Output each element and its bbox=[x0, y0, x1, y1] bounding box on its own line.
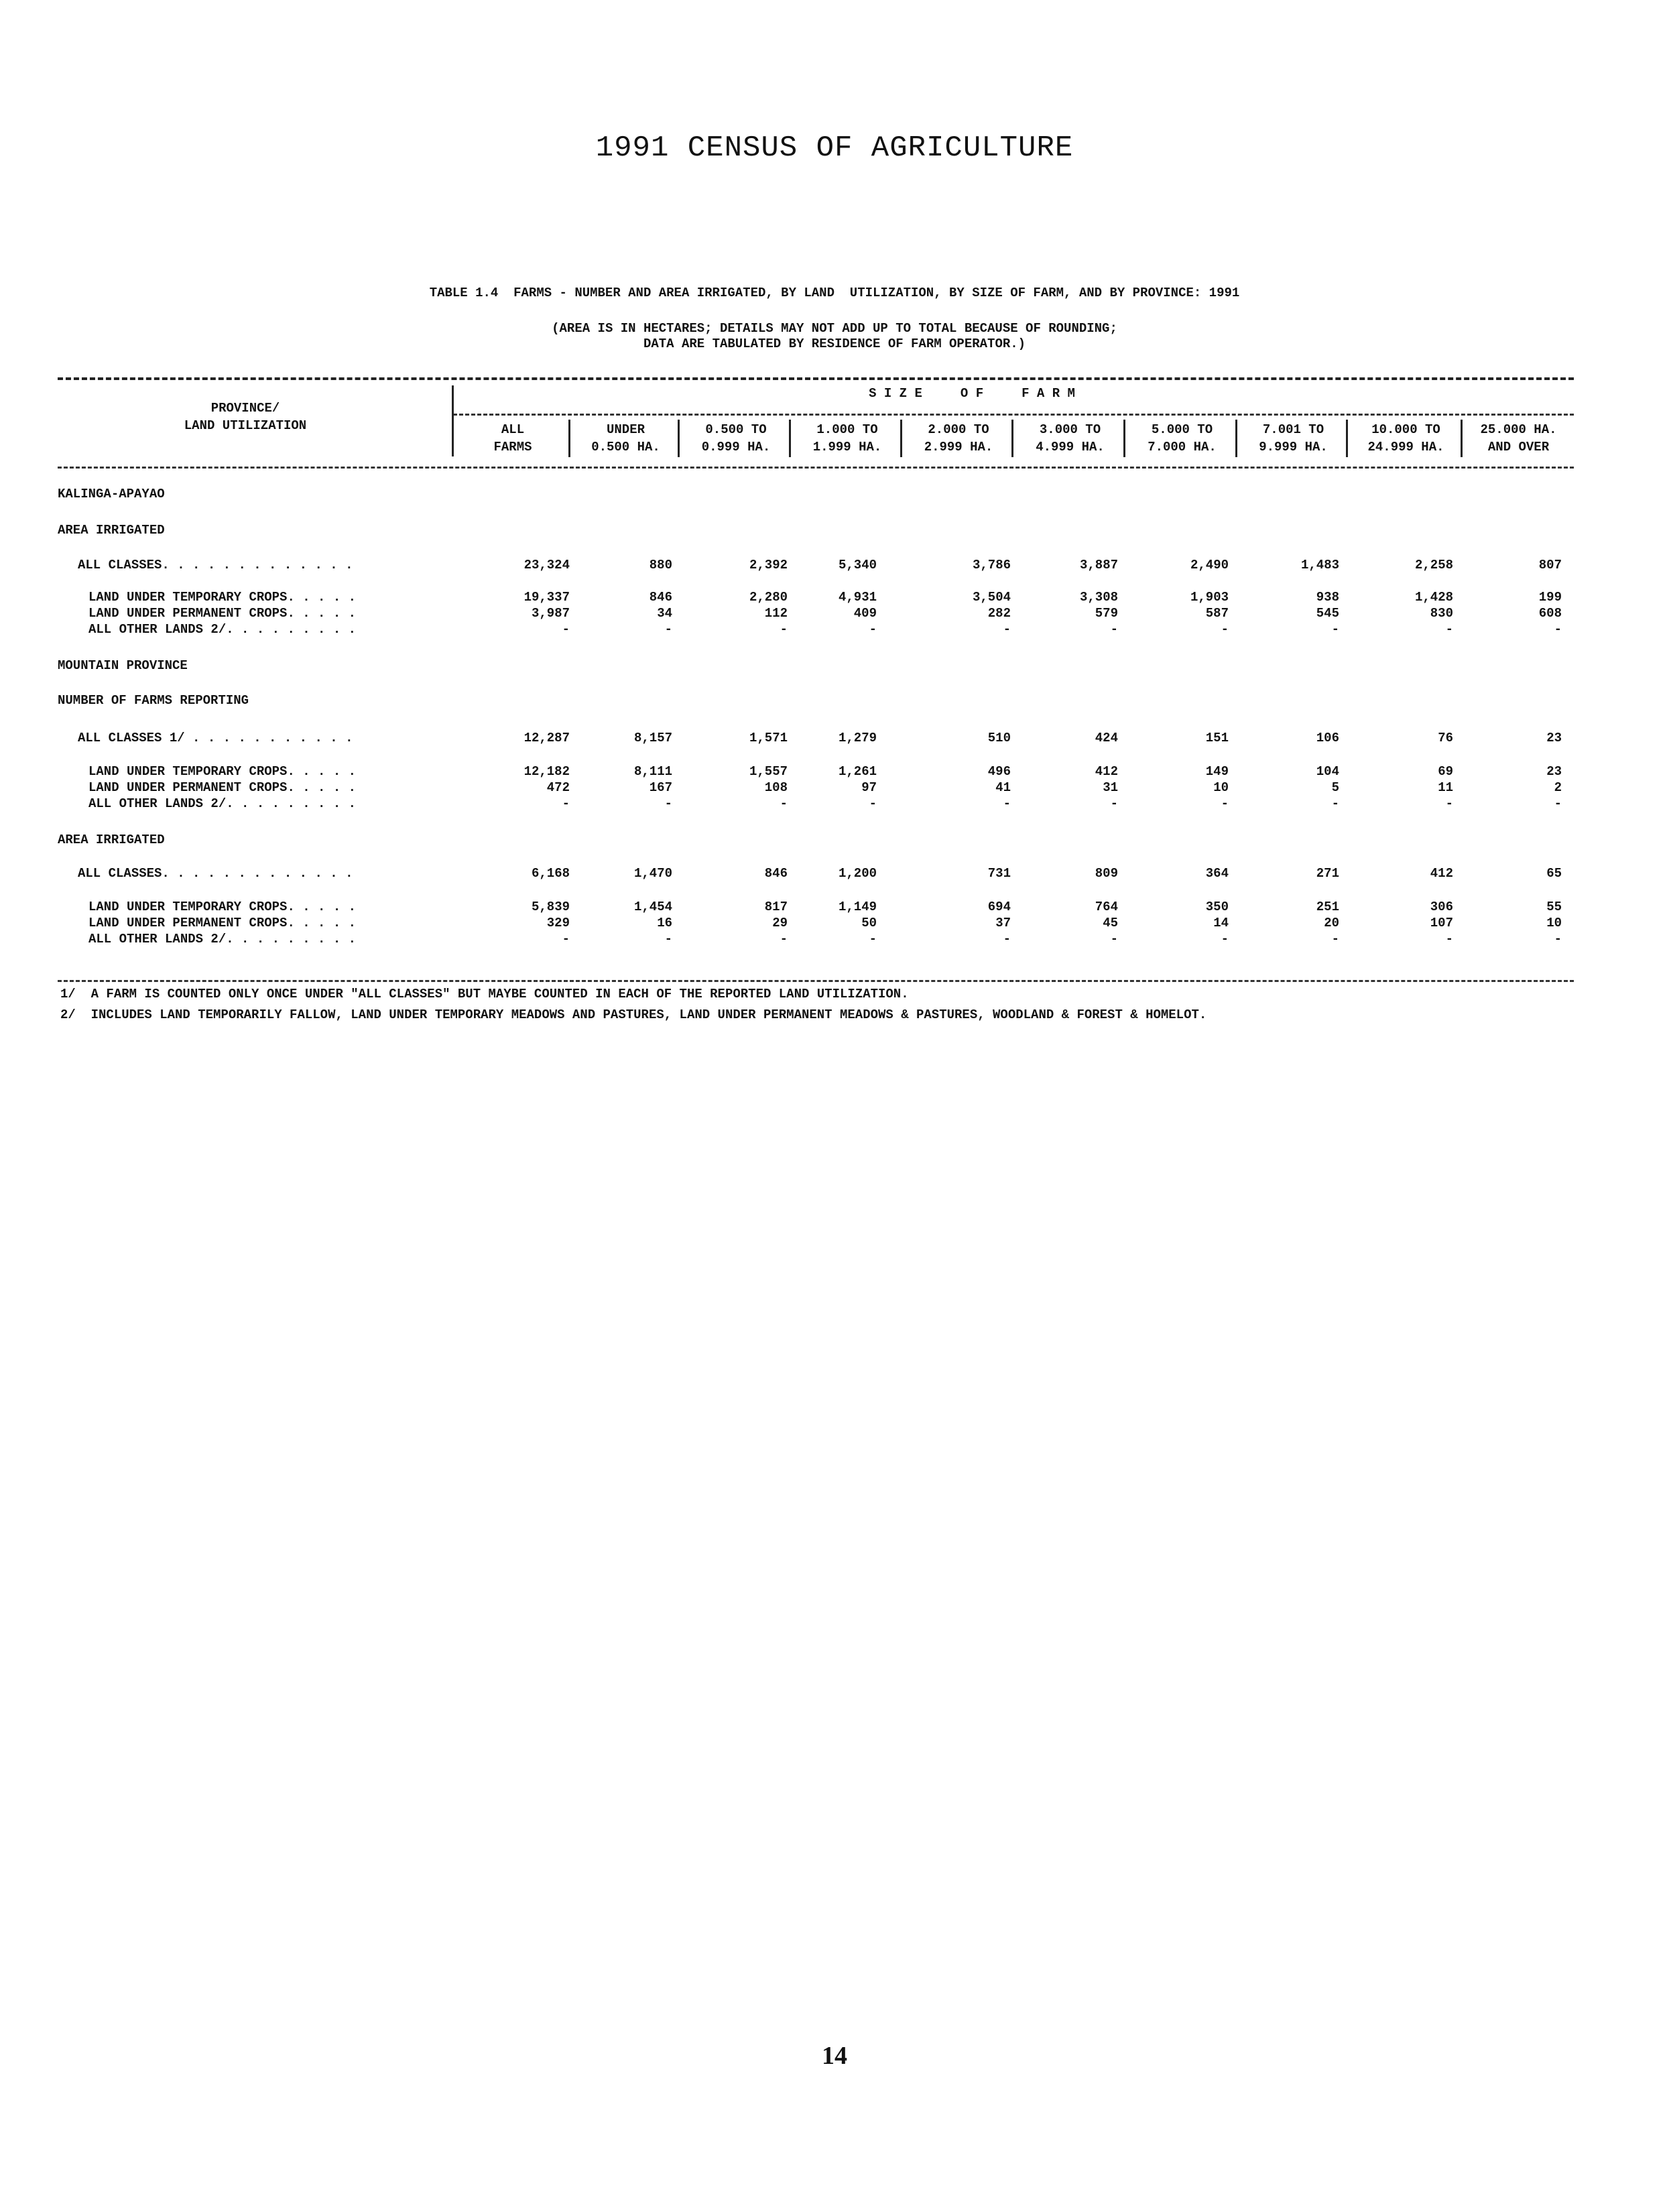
table-cell: 10 bbox=[1546, 916, 1562, 930]
table-cell: - bbox=[780, 796, 788, 811]
table-cell: 37 bbox=[995, 916, 1011, 930]
table-cell: 19,337 bbox=[523, 590, 570, 605]
table-cell: 880 bbox=[649, 558, 672, 572]
table-cell: 409 bbox=[853, 606, 877, 621]
table-cell: - bbox=[1554, 932, 1562, 946]
column-header: 0.500 TO 0.999 HA. bbox=[701, 422, 771, 454]
column-header: 1.000 TO 1.999 HA. bbox=[812, 422, 882, 454]
table-cell: - bbox=[1445, 796, 1453, 811]
stub-separator bbox=[452, 385, 454, 456]
footnote-2: 2/ INCLUDES LAND TEMPORARILY FALLOW, LAND UNDER TEMPORARY MEADOWS AND PASTURES, LAND UNDER PERMANENT MEADOWS & PASTURES, WOODLAND & FOREST & HOMELOT. bbox=[60, 1007, 1207, 1022]
stub-header: PROVINCE/ LAND UTILIZATION bbox=[184, 401, 307, 433]
size-of-farm-header: S I Z E O F F A R M bbox=[869, 386, 1075, 401]
table-cell: 12,182 bbox=[523, 764, 570, 779]
table-cell: 11 bbox=[1438, 780, 1453, 795]
table-cell: - bbox=[1221, 622, 1229, 637]
table-cell: 1,200 bbox=[838, 866, 877, 881]
row-label: LAND UNDER TEMPORARY CROPS. . . . . bbox=[88, 900, 357, 914]
table-top-rule bbox=[58, 377, 1574, 380]
table-cell: 1,483 bbox=[1300, 558, 1339, 572]
table-cell: 16 bbox=[657, 916, 672, 930]
table-cell: - bbox=[1003, 796, 1011, 811]
table-cell: 1,454 bbox=[633, 900, 672, 914]
table-cell: 1,149 bbox=[838, 900, 877, 914]
column-header: 7.001 TO 9.999 HA. bbox=[1259, 422, 1328, 454]
table-cell: 510 bbox=[987, 731, 1011, 745]
table-cell: 8,111 bbox=[633, 764, 672, 779]
table-cell: 1,903 bbox=[1190, 590, 1229, 605]
column-header: 10.000 TO 24.999 HA. bbox=[1367, 422, 1444, 454]
table-cell: 1,557 bbox=[749, 764, 788, 779]
table-cell: 472 bbox=[546, 780, 570, 795]
table-cell: 2 bbox=[1554, 780, 1562, 795]
table-cell: 412 bbox=[1095, 764, 1118, 779]
row-label: LAND UNDER TEMPORARY CROPS. . . . . bbox=[88, 764, 357, 779]
table-cell: - bbox=[664, 796, 672, 811]
column-header: 25.000 HA. AND OVER bbox=[1480, 422, 1557, 454]
table-cell: 199 bbox=[1538, 590, 1562, 605]
column-divider bbox=[1011, 420, 1013, 457]
table-cell: 579 bbox=[1095, 606, 1118, 621]
table-cell: 50 bbox=[861, 916, 877, 930]
table-cell: 3,987 bbox=[531, 606, 570, 621]
table-cell: - bbox=[869, 796, 877, 811]
table-cell: 496 bbox=[987, 764, 1011, 779]
table-cell: 10 bbox=[1213, 780, 1229, 795]
table-cell: 846 bbox=[764, 866, 788, 881]
table-cell: 424 bbox=[1095, 731, 1118, 745]
table-cell: - bbox=[1110, 796, 1118, 811]
table-cell: 587 bbox=[1205, 606, 1229, 621]
table-cell: 107 bbox=[1430, 916, 1453, 930]
section-heading: AREA IRRIGATED bbox=[58, 833, 165, 847]
page-title: 1991 CENSUS OF AGRICULTURE bbox=[595, 131, 1074, 165]
column-divider bbox=[1346, 420, 1348, 457]
table-cell: 2,258 bbox=[1414, 558, 1453, 572]
table-cell: 104 bbox=[1316, 764, 1339, 779]
column-divider bbox=[1461, 420, 1463, 457]
table-subcaption-2: DATA ARE TABULATED BY RESIDENCE OF FARM OPERATOR.) bbox=[643, 336, 1026, 351]
table-cell: 97 bbox=[861, 780, 877, 795]
table-cell: 8,157 bbox=[633, 731, 672, 745]
column-divider bbox=[1123, 420, 1125, 457]
table-cell: - bbox=[1003, 932, 1011, 946]
row-label: ALL CLASSES 1/ . . . . . . . . . . . bbox=[78, 731, 353, 745]
table-cell: 167 bbox=[649, 780, 672, 795]
table-cell: - bbox=[1554, 796, 1562, 811]
table-cell: 1,571 bbox=[749, 731, 788, 745]
table-cell: 112 bbox=[764, 606, 788, 621]
table-cell: 5 bbox=[1331, 780, 1339, 795]
table-caption: TABLE 1.4 FARMS - NUMBER AND AREA IRRIGATED, BY LAND UTILIZATION, BY SIZE OF FARM, AND BY PROVINCE: 1991 bbox=[429, 286, 1240, 300]
column-divider bbox=[678, 420, 680, 457]
table-cell: - bbox=[664, 622, 672, 637]
column-header: 2.000 TO 2.999 HA. bbox=[924, 422, 993, 454]
table-cell: 3,504 bbox=[972, 590, 1011, 605]
table-cell: 3,887 bbox=[1079, 558, 1118, 572]
column-header: UNDER 0.500 HA. bbox=[591, 422, 660, 454]
page-number: 14 bbox=[822, 2042, 847, 2070]
table-cell: 4,931 bbox=[838, 590, 877, 605]
table-cell: 830 bbox=[1430, 606, 1453, 621]
row-label: ALL OTHER LANDS 2/. . . . . . . . . bbox=[88, 622, 357, 637]
size-header-rule bbox=[453, 414, 1574, 416]
table-cell: 1,261 bbox=[838, 764, 877, 779]
table-cell: 65 bbox=[1546, 866, 1562, 881]
table-subcaption-1: (AREA IS IN HECTARES; DETAILS MAY NOT ADD UP TO TOTAL BECAUSE OF ROUNDING; bbox=[552, 321, 1117, 336]
table-cell: 41 bbox=[995, 780, 1011, 795]
table-cell: - bbox=[780, 932, 788, 946]
row-label: ALL OTHER LANDS 2/. . . . . . . . . bbox=[88, 932, 357, 946]
table-cell: 282 bbox=[987, 606, 1011, 621]
row-label: LAND UNDER TEMPORARY CROPS. . . . . bbox=[88, 590, 357, 605]
table-cell: 5,340 bbox=[838, 558, 877, 572]
table-cell: 29 bbox=[772, 916, 788, 930]
table-cell: 608 bbox=[1538, 606, 1562, 621]
table-cell: 3,308 bbox=[1079, 590, 1118, 605]
table-cell: - bbox=[1331, 622, 1339, 637]
table-cell: 1,470 bbox=[633, 866, 672, 881]
table-cell: 2,280 bbox=[749, 590, 788, 605]
table-cell: 2,392 bbox=[749, 558, 788, 572]
table-cell: 731 bbox=[987, 866, 1011, 881]
table-cell: 12,287 bbox=[523, 731, 570, 745]
header-bottom-rule bbox=[58, 467, 1574, 469]
table-cell: 271 bbox=[1316, 866, 1339, 881]
column-header: 5.000 TO 7.000 HA. bbox=[1148, 422, 1217, 454]
table-cell: - bbox=[1445, 932, 1453, 946]
table-cell: - bbox=[664, 932, 672, 946]
table-cell: 251 bbox=[1316, 900, 1339, 914]
table-cell: 364 bbox=[1205, 866, 1229, 881]
table-cell: - bbox=[562, 622, 570, 637]
table-cell: 23 bbox=[1546, 764, 1562, 779]
table-cell: 23,324 bbox=[523, 558, 570, 572]
table-cell: 69 bbox=[1438, 764, 1453, 779]
table-cell: 2,490 bbox=[1190, 558, 1229, 572]
table-cell: 149 bbox=[1205, 764, 1229, 779]
table-cell: - bbox=[1221, 796, 1229, 811]
table-cell: 1,428 bbox=[1414, 590, 1453, 605]
section-heading: NUMBER OF FARMS REPORTING bbox=[58, 693, 249, 708]
column-header: 3.000 TO 4.999 HA. bbox=[1036, 422, 1105, 454]
table-cell: 31 bbox=[1103, 780, 1118, 795]
table-cell: 807 bbox=[1538, 558, 1562, 572]
table-cell: - bbox=[1331, 796, 1339, 811]
table-cell: 329 bbox=[546, 916, 570, 930]
table-cell: 55 bbox=[1546, 900, 1562, 914]
table-cell: - bbox=[1110, 622, 1118, 637]
row-label: ALL OTHER LANDS 2/. . . . . . . . . bbox=[88, 796, 357, 811]
table-cell: 6,168 bbox=[531, 866, 570, 881]
table-cell: 412 bbox=[1430, 866, 1453, 881]
table-cell: 5,839 bbox=[531, 900, 570, 914]
table-cell: 108 bbox=[764, 780, 788, 795]
table-cell: 3,786 bbox=[972, 558, 1011, 572]
table-cell: 45 bbox=[1103, 916, 1118, 930]
row-label: ALL CLASSES. . . . . . . . . . . . . bbox=[78, 866, 353, 881]
table-cell: 1,279 bbox=[838, 731, 877, 745]
table-cell: - bbox=[1003, 622, 1011, 637]
footnote-1: 1/ A FARM IS COUNTED ONLY ONCE UNDER "ALL CLASSES" BUT MAYBE COUNTED IN EACH OF THE REPORTED LAND UTILIZATION. bbox=[60, 987, 909, 1001]
table-cell: 846 bbox=[649, 590, 672, 605]
row-label: LAND UNDER PERMANENT CROPS. . . . . bbox=[88, 916, 357, 930]
table-cell: 14 bbox=[1213, 916, 1229, 930]
section-heading: AREA IRRIGATED bbox=[58, 523, 165, 538]
table-cell: - bbox=[869, 932, 877, 946]
row-label: LAND UNDER PERMANENT CROPS. . . . . bbox=[88, 780, 357, 795]
column-divider bbox=[900, 420, 902, 457]
section-heading: MOUNTAIN PROVINCE bbox=[58, 658, 188, 673]
table-cell: - bbox=[869, 622, 877, 637]
section-heading: KALINGA-APAYAO bbox=[58, 487, 165, 501]
column-divider bbox=[789, 420, 791, 457]
table-cell: - bbox=[1445, 622, 1453, 637]
table-cell: 764 bbox=[1095, 900, 1118, 914]
table-cell: 350 bbox=[1205, 900, 1229, 914]
table-cell: 23 bbox=[1546, 731, 1562, 745]
table-cell: - bbox=[1110, 932, 1118, 946]
table-cell: 545 bbox=[1316, 606, 1339, 621]
row-label: ALL CLASSES. . . . . . . . . . . . . bbox=[78, 558, 353, 572]
table-cell: 809 bbox=[1095, 866, 1118, 881]
table-cell: 34 bbox=[657, 606, 672, 621]
table-cell: 76 bbox=[1438, 731, 1453, 745]
table-cell: 151 bbox=[1205, 731, 1229, 745]
table-cell: - bbox=[780, 622, 788, 637]
table-cell: 694 bbox=[987, 900, 1011, 914]
row-label: LAND UNDER PERMANENT CROPS. . . . . bbox=[88, 606, 357, 621]
table-cell: 106 bbox=[1316, 731, 1339, 745]
column-divider bbox=[568, 420, 570, 457]
column-divider bbox=[1235, 420, 1237, 457]
table-cell: - bbox=[1221, 932, 1229, 946]
table-cell: 938 bbox=[1316, 590, 1339, 605]
table-cell: - bbox=[562, 932, 570, 946]
table-cell: - bbox=[1331, 932, 1339, 946]
table-cell: 20 bbox=[1324, 916, 1339, 930]
column-header: ALL FARMS bbox=[493, 422, 532, 454]
table-cell: - bbox=[562, 796, 570, 811]
table-cell: 306 bbox=[1430, 900, 1453, 914]
table-cell: - bbox=[1554, 622, 1562, 637]
table-cell: 817 bbox=[764, 900, 788, 914]
table-bottom-rule bbox=[58, 980, 1574, 982]
